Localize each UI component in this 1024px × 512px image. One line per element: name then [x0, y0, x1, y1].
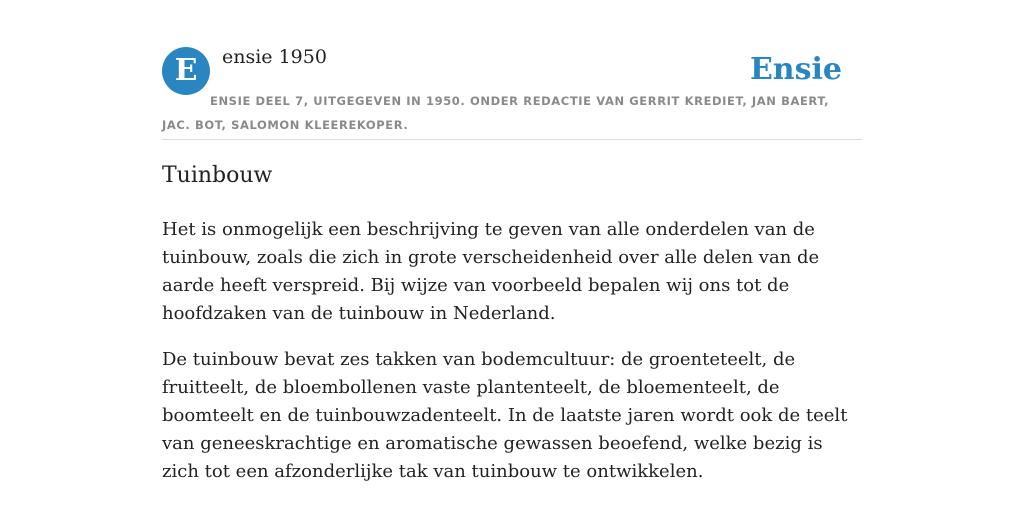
article-title: Tuinbouw: [162, 163, 273, 188]
header-divider: [162, 139, 862, 140]
brand-wordmark[interactable]: Ensie: [749, 52, 842, 87]
article-body: [162, 216, 862, 504]
ensie-logo[interactable]: [162, 47, 210, 95]
logo-letter: E: [174, 53, 198, 88]
edition-subtitle: ENSIE DEEL 7, UITGEGEVEN IN 1950. ONDER REDACTIE VAN GERRIT KREDIET, JAN BAERT, JAC. BOT, SALOMON KLEEREKOPER.: [162, 94, 830, 132]
article-paragraph: De tuinbouw bevat zes takken van bodemcultuur: de groenteteelt, de fruitteelt, de bloembollenen vaste plantenteelt, de bloementeelt, de boomteelt en de tuinbouwzadenteelt. In de laatste jaren wordt ook de teelt van geneeskrachtige en aromatische gewassen beoefend, welke bezig is zich tot een afzonderlijke tak van tuinbouw te ontwikkelen.: [162, 349, 848, 482]
site-name[interactable]: ensie 1950: [222, 46, 327, 68]
article-paragraph: Het is onmogelijk een beschrijving te geven van alle onderdelen van de tuinbouw, zoals die zich in grote verscheidenheid over alle delen van de aarde heeft verspreid. Bij wijze van voorbeeld bepalen wij ons tot de hoofdzaken van de tuinbouw in Nederland.: [162, 219, 820, 324]
